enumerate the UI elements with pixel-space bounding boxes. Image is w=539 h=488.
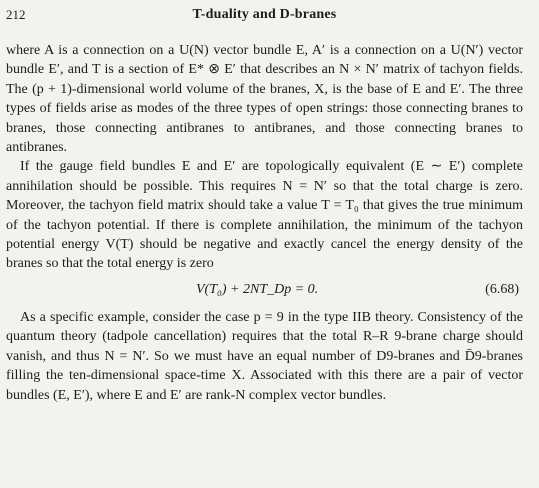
- equation-6-68: [6, 274, 523, 308]
- equation-number: (6.68): [485, 281, 519, 297]
- equation-body: V(T₀) + 2NT_Dp = 0.: [196, 281, 319, 297]
- running-head: T-duality and D-branes: [192, 7, 337, 22]
- paragraph-3: As a specific example, consider the case p = 9 in the type IIB theory. Consistency of the quantum theory (tadpole cancellation) requires that the total R–R 9-brane charge should vanish, and thus N = N′. So we must have an equal number of D9-branes and D̄9-branes filling the ten-dimensional space-time X. Associated with this there are a pair of vector bundles (E, E′), where E and E′ are rank-N complex vector bundles.: [6, 309, 523, 403]
- paragraph-2: If the gauge field bundles E and E′ are topologically equivalent (E ∼ E′) complete annihilation should be possible. This requires N = N′ so that the total charge is zero. Moreover, the tachyon field matrix should take a value T = T₀ that gives the true minimum of the tachyon potential. If there is complete annihilation, the minimum of the tachyon potential energy V(T) should be negative and exactly cancel the energy density of the branes so that the total energy is zero: [6, 159, 523, 272]
- page-header: [6, 4, 523, 26]
- paragraph-1: where A is a connection on a U(N) vector bundle E, A′ is a connection on a U(N′) vector bundle E′, and T is a section of E* ⊗ E′ that describes an N × N′ matrix of tachyon fields. The (p + 1)-dimensional world volume of the branes, X, is the base of E and E′. The three types of fields arise as modes of the three types of open strings: those connecting branes to branes, those connecting antibranes to antibranes, and those connecting branes to antibranes.: [6, 43, 523, 156]
- page-number: 212: [6, 7, 26, 22]
